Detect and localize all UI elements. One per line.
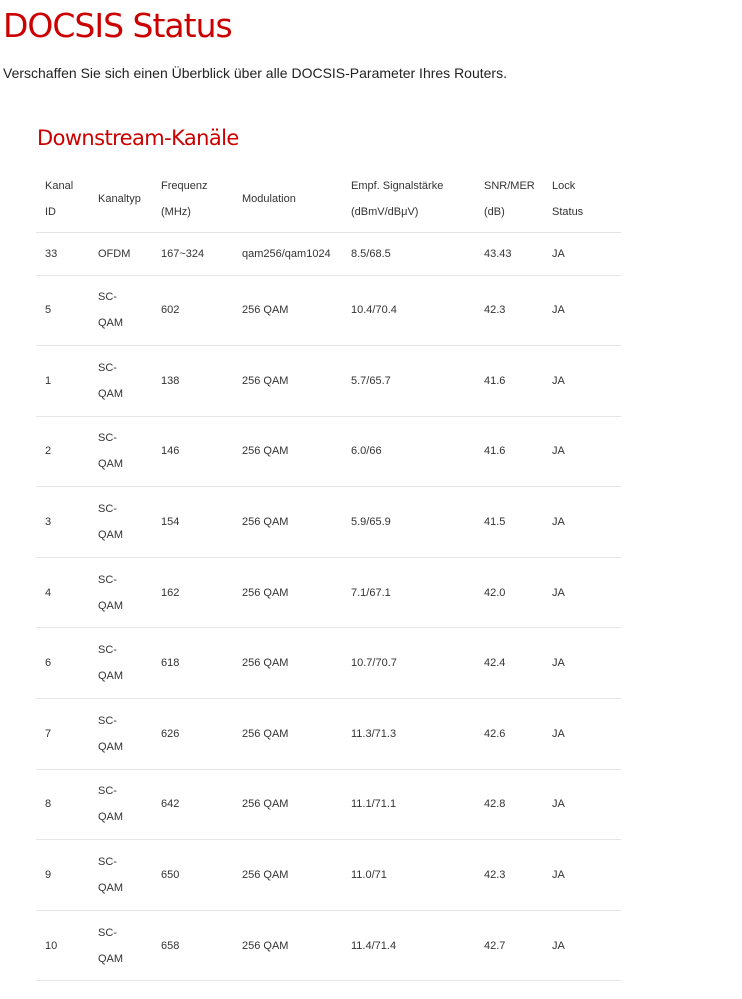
channel-type-line: SC-	[98, 291, 117, 304]
header-modulation: Modulation	[233, 166, 342, 232]
table-row	[36, 628, 621, 699]
cell-lock-status: JA	[543, 628, 621, 699]
channel-type-line: SC-	[98, 432, 117, 445]
cell-channel-id: 7	[36, 699, 89, 770]
header-signal-power: Empf. Signalstärke (dBmV/dBμV)	[342, 166, 475, 232]
page-intro: Verschaffen Sie sich einen Überblick über alle DOCSIS-Parameter Ihres Routers.	[3, 65, 507, 81]
cell-signal-power: 8.5/68.5	[342, 232, 475, 275]
cell-frequency: 162	[152, 557, 233, 628]
cell-channel-type	[89, 769, 152, 840]
channel-type-line: SC-	[98, 785, 117, 798]
cell-channel-type	[89, 557, 152, 628]
cell-channel-type	[89, 416, 152, 487]
cell-snr: 41.6	[475, 416, 543, 487]
cell-lock-status: JA	[543, 487, 621, 558]
cell-lock-status: JA	[543, 769, 621, 840]
cell-channel-type	[89, 699, 152, 770]
downstream-section-title: Downstream-Kanäle	[37, 126, 239, 150]
table-row	[36, 416, 621, 487]
cell-snr: 42.7	[475, 910, 543, 981]
cell-signal-power: 11.3/71.3	[342, 699, 475, 770]
cell-channel-type	[89, 628, 152, 699]
channel-type-line: QAM	[98, 458, 124, 471]
table-row	[36, 487, 621, 558]
cell-channel-id: 1	[36, 346, 89, 417]
cell-channel-type	[89, 275, 152, 346]
cell-lock-status: JA	[543, 232, 621, 275]
channel-type-line: SC-	[98, 856, 117, 869]
table-row	[36, 910, 621, 981]
cell-lock-status: JA	[543, 910, 621, 981]
cell-snr: 41.6	[475, 346, 543, 417]
channel-type-line: QAM	[98, 317, 124, 330]
cell-frequency: 618	[152, 628, 233, 699]
header-snr: SNR/MER (dB)	[475, 166, 543, 232]
cell-channel-id: 3	[36, 487, 89, 558]
cell-snr: 41.5	[475, 487, 543, 558]
cell-signal-power: 10.4/70.4	[342, 275, 475, 346]
cell-channel-type	[89, 346, 152, 417]
cell-snr: 42.6	[475, 699, 543, 770]
channel-type-line: SC-	[98, 361, 117, 374]
cell-signal-power: 5.7/65.7	[342, 346, 475, 417]
cell-lock-status: JA	[543, 840, 621, 911]
cell-channel-type	[89, 910, 152, 981]
cell-channel-type	[89, 840, 152, 911]
channel-type-line: QAM	[98, 811, 124, 824]
cell-signal-power: 7.1/67.1	[342, 557, 475, 628]
cell-channel-id: 8	[36, 769, 89, 840]
cell-modulation: 256 QAM	[233, 557, 342, 628]
header-row	[36, 166, 621, 232]
cell-modulation: 256 QAM	[233, 275, 342, 346]
cell-channel-type	[89, 487, 152, 558]
channel-type-line: SC-	[98, 714, 117, 727]
header-lock-status: Lock Status	[543, 166, 621, 232]
page-title: DOCSIS Status	[3, 6, 232, 45]
cell-lock-status: JA	[543, 699, 621, 770]
cell-signal-power: 11.4/71.4	[342, 910, 475, 981]
cell-modulation: qam256/qam1024	[233, 232, 342, 275]
cell-channel-id: 9	[36, 840, 89, 911]
cell-channel-id: 10	[36, 910, 89, 981]
header-frequency: Frequenz (MHz)	[152, 166, 233, 232]
channel-type-line: QAM	[98, 952, 124, 965]
cell-channel-id: 2	[36, 416, 89, 487]
table-row	[36, 275, 621, 346]
cell-frequency: 642	[152, 769, 233, 840]
table-row	[36, 840, 621, 911]
cell-frequency: 167~324	[152, 232, 233, 275]
channel-type-line: QAM	[98, 882, 124, 895]
header-channel-type: Kanaltyp	[89, 166, 152, 232]
channel-type-line: OFDM	[98, 247, 131, 260]
cell-channel-id: 5	[36, 275, 89, 346]
cell-snr: 42.3	[475, 840, 543, 911]
cell-lock-status: JA	[543, 416, 621, 487]
cell-channel-type	[89, 232, 152, 275]
cell-signal-power: 10.7/70.7	[342, 628, 475, 699]
table-header	[36, 166, 621, 232]
cell-modulation: 256 QAM	[233, 769, 342, 840]
channel-type-line: QAM	[98, 387, 124, 400]
cell-modulation: 256 QAM	[233, 910, 342, 981]
cell-channel-id: 33	[36, 232, 89, 275]
cell-snr: 42.8	[475, 769, 543, 840]
channel-type-line: SC-	[98, 573, 117, 586]
channel-type-line: SC-	[98, 644, 117, 657]
channel-type-line: QAM	[98, 599, 124, 612]
table-row	[36, 769, 621, 840]
downstream-table	[36, 166, 621, 981]
cell-frequency: 626	[152, 699, 233, 770]
table-row	[36, 232, 621, 275]
cell-lock-status: JA	[543, 346, 621, 417]
cell-channel-id: 4	[36, 557, 89, 628]
cell-signal-power: 11.0/71	[342, 840, 475, 911]
channel-type-line: SC-	[98, 926, 117, 939]
cell-modulation: 256 QAM	[233, 416, 342, 487]
cell-channel-id: 6	[36, 628, 89, 699]
cell-frequency: 650	[152, 840, 233, 911]
header-channel-id: Kanal ID	[36, 166, 89, 232]
table-row	[36, 346, 621, 417]
cell-snr: 42.3	[475, 275, 543, 346]
cell-frequency: 602	[152, 275, 233, 346]
channel-type-line: QAM	[98, 670, 124, 683]
cell-frequency: 658	[152, 910, 233, 981]
cell-frequency: 146	[152, 416, 233, 487]
cell-lock-status: JA	[543, 275, 621, 346]
cell-modulation: 256 QAM	[233, 699, 342, 770]
channel-type-line: QAM	[98, 529, 124, 542]
cell-signal-power: 5.9/65.9	[342, 487, 475, 558]
table-body	[36, 232, 621, 981]
cell-modulation: 256 QAM	[233, 346, 342, 417]
cell-signal-power: 6.0/66	[342, 416, 475, 487]
cell-snr: 42.0	[475, 557, 543, 628]
channel-type-line: SC-	[98, 503, 117, 516]
cell-frequency: 138	[152, 346, 233, 417]
cell-frequency: 154	[152, 487, 233, 558]
table-row	[36, 557, 621, 628]
cell-modulation: 256 QAM	[233, 840, 342, 911]
cell-modulation: 256 QAM	[233, 628, 342, 699]
channel-type-line: QAM	[98, 740, 124, 753]
cell-lock-status: JA	[543, 557, 621, 628]
cell-snr: 43.43	[475, 232, 543, 275]
table-row	[36, 699, 621, 770]
cell-snr: 42.4	[475, 628, 543, 699]
cell-modulation: 256 QAM	[233, 487, 342, 558]
cell-signal-power: 11.1/71.1	[342, 769, 475, 840]
